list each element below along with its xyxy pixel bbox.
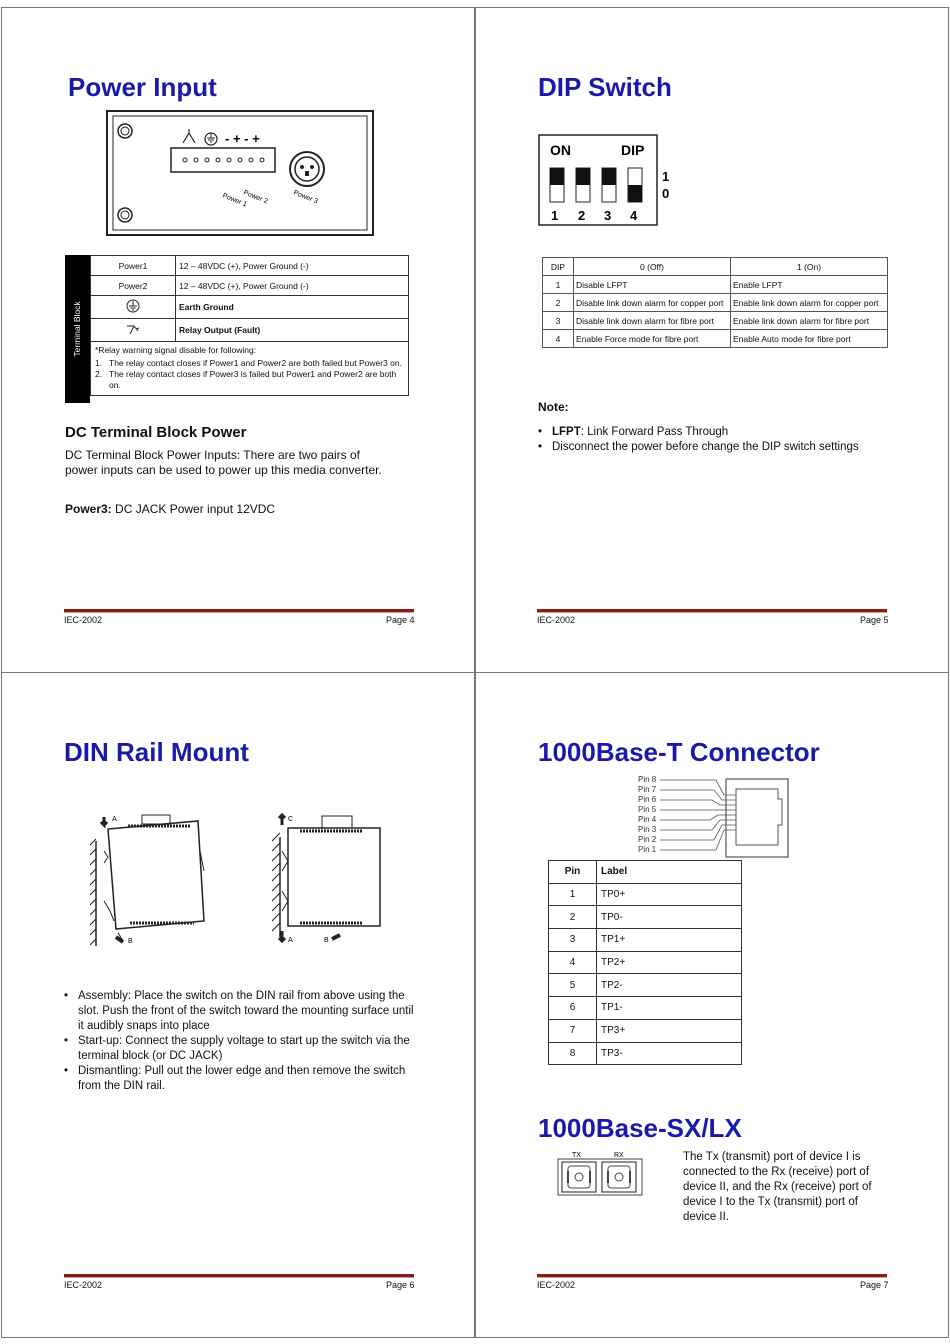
table-header-row <box>549 861 742 884</box>
pin-label: Pin 7 <box>638 785 657 794</box>
label-b: B <box>128 938 133 945</box>
table-cell: 12 – 48VDC (+), Power Ground (-) <box>176 276 409 296</box>
relay-note-2: 2. The relay contact closes if Power3 is failed but Power1 and Power2 are both on. <box>95 369 397 390</box>
footer-doc-id: IEC-2002 <box>537 615 576 625</box>
list-item: • Assembly: Place the switch on the DIN rail from above using the slot. Push the front of the switch toward the mounting surface until it audibly snaps into place <box>64 989 414 1034</box>
table-row <box>549 883 742 906</box>
din-rail-steps <box>64 989 414 1094</box>
table-cell: Relay Output (Fault) <box>176 319 409 342</box>
table-cell: TP3- <box>597 1042 742 1065</box>
table-header: 1 (On) <box>731 258 888 276</box>
table-header: 0 (Off) <box>574 258 731 276</box>
label-a: A <box>112 816 117 823</box>
pin-label: Pin 6 <box>638 795 657 804</box>
table-row <box>549 997 742 1020</box>
terminal-block-label: Terminal Block <box>72 301 82 357</box>
table-row <box>91 276 409 296</box>
dip-label: DIP <box>621 142 645 158</box>
dip-number: 3 <box>604 208 612 223</box>
table-row <box>549 906 742 929</box>
table-header: Pin <box>549 861 597 884</box>
footer-doc-id: IEC-2002 <box>64 615 103 625</box>
table-cell: TP1+ <box>597 929 742 952</box>
note-title: Note: <box>538 400 569 414</box>
table-cell: 4 <box>543 330 574 348</box>
dip-zero-label: 0 <box>662 186 670 201</box>
table-row <box>543 276 888 294</box>
fiber-section-title: 1000Base-SX/LX <box>538 1113 742 1143</box>
page-5 <box>475 7 949 673</box>
page-title: DIP Switch <box>538 72 672 102</box>
list-item: • Disconnect the power before change the DIP switch settings <box>538 440 908 455</box>
page-6 <box>1 672 475 1338</box>
pin-label: Pin 4 <box>638 815 657 824</box>
footer-page-number: Page 6 <box>386 1280 415 1290</box>
table-row <box>549 1019 742 1042</box>
table-row <box>543 294 888 312</box>
table-row <box>91 319 409 342</box>
dip-one-label: 1 <box>662 169 670 184</box>
table-cell: 3 <box>543 312 574 330</box>
terminal-block-sidebar <box>65 255 90 403</box>
dc-terminal-subheading: DC Terminal Block Power <box>65 424 247 441</box>
dip-table <box>542 257 888 348</box>
table-cell: 3 <box>549 929 597 952</box>
fiber-port-diagram <box>556 1149 646 1197</box>
pin-label: Pin 3 <box>638 825 657 834</box>
table-row <box>549 929 742 952</box>
dip-switch-diagram <box>538 134 688 226</box>
page-title: 1000Base-T Connector <box>538 737 820 767</box>
din-rail-dismantle-diagram <box>270 811 390 951</box>
list-item: • Start-up: Connect the supply voltage to start up the switch via the terminal block (or DC JACK) <box>64 1034 414 1064</box>
footer-doc-id: IEC-2002 <box>537 1280 576 1290</box>
power1-label: Power 1 <box>221 192 248 209</box>
pin-label: Pin 1 <box>638 845 657 854</box>
relay-note-title: *Relay warning signal disable for following: <box>95 345 257 355</box>
dip-on-label: ON <box>550 142 571 158</box>
table-cell: TP0+ <box>597 883 742 906</box>
pin-label: Pin 5 <box>638 805 657 814</box>
footer-rule <box>64 609 414 613</box>
table-cell: Power1 <box>91 256 176 276</box>
table-cell: 4 <box>549 951 597 974</box>
table-cell: TP3+ <box>597 1019 742 1042</box>
table-cell: 7 <box>549 1019 597 1042</box>
earth-ground-icon <box>91 296 176 319</box>
relay-note-1: 1. The relay contact closes if Power1 and Power2 are both failed but Power3 on. <box>95 358 402 368</box>
table-cell: Enable Force mode for fibre port <box>574 330 731 348</box>
footer-page-number: Page 4 <box>386 615 415 625</box>
pin-label: Pin 8 <box>638 775 657 784</box>
page-4 <box>1 7 475 673</box>
table-cell: Power2 <box>91 276 176 296</box>
table-cell: TP2+ <box>597 951 742 974</box>
pin-label: Pin 2 <box>638 835 657 844</box>
table-cell: 2 <box>549 906 597 929</box>
table-cell: TP1- <box>597 997 742 1020</box>
list-item: • Dismantling: Pull out the lower edge and then remove the switch from the DIN rail. <box>64 1064 414 1094</box>
table-cell: TP2- <box>597 974 742 997</box>
table-row <box>91 256 409 276</box>
table-row <box>91 342 409 396</box>
table-cell: 5 <box>549 974 597 997</box>
dip-number: 1 <box>551 208 559 223</box>
table-cell: 2 <box>543 294 574 312</box>
power3-label: Power 3 <box>292 189 319 206</box>
relay-notes <box>91 342 409 396</box>
table-header: DIP <box>543 258 574 276</box>
table-cell: Enable Auto mode for fibre port <box>731 330 888 348</box>
label-b: B <box>324 937 329 944</box>
label-c: C <box>288 816 294 823</box>
table-cell: Disable link down alarm for copper port <box>574 294 731 312</box>
page-title: Power Input <box>68 72 217 102</box>
power2-label: Power 2 <box>242 189 269 206</box>
footer-rule <box>64 1274 414 1278</box>
table-cell: 8 <box>549 1042 597 1065</box>
table-header: Label <box>597 861 742 884</box>
page-7 <box>475 672 949 1338</box>
table-cell: 6 <box>549 997 597 1020</box>
din-rail-assembly-diagram <box>90 811 220 951</box>
power-input-diagram <box>105 109 375 237</box>
power3-paragraph: Power3: DC JACK Power input 12VDC <box>65 502 276 516</box>
table-cell: Enable link down alarm for copper port <box>731 294 888 312</box>
dip-number: 2 <box>578 208 586 223</box>
table-header-row <box>543 258 888 276</box>
table-cell: TP0- <box>597 906 742 929</box>
terminal-block-table <box>90 255 409 396</box>
table-cell: Disable link down alarm for fibre port <box>574 312 731 330</box>
table-row <box>549 974 742 997</box>
fiber-description: The Tx (transmit) port of device I is connected to the Rx (receive) port of device II, and the Rx (receive) port of device I to the Tx (transmit) port of device II. <box>683 1151 872 1223</box>
relay-icon <box>91 319 176 342</box>
table-cell: Disable LFPT <box>574 276 731 294</box>
page-title: DIN Rail Mount <box>64 737 249 767</box>
footer-rule <box>537 1274 887 1278</box>
table-cell: Enable LFPT <box>731 276 888 294</box>
dc-terminal-paragraph: DC Terminal Block Power Inputs: There are two pairs of power inputs can be used to power up this media converter. <box>65 448 382 477</box>
footer-doc-id: IEC-2002 <box>64 1280 103 1290</box>
table-row <box>549 951 742 974</box>
dip-number: 4 <box>630 208 638 223</box>
footer-page-number: Page 7 <box>860 1280 889 1290</box>
pin-table <box>548 860 742 1065</box>
footer-page-number: Page 5 <box>860 615 889 625</box>
table-cell: 1 <box>543 276 574 294</box>
rx-label: RX <box>614 1152 624 1159</box>
table-cell: Earth Ground <box>176 296 409 319</box>
rj45-pinout-diagram <box>636 773 796 861</box>
table-row <box>549 1042 742 1065</box>
table-row <box>91 296 409 319</box>
table-row <box>543 312 888 330</box>
list-item: • LFPT: Link Forward Pass Through <box>538 425 908 440</box>
polarity-symbols: - + - + <box>225 131 260 146</box>
tx-label: TX <box>572 1152 581 1159</box>
label-a: A <box>288 937 293 944</box>
table-cell: 1 <box>549 883 597 906</box>
table-cell: 12 – 48VDC (+), Power Ground (-) <box>176 256 409 276</box>
note-list <box>538 425 908 455</box>
table-cell: Enable link down alarm for fibre port <box>731 312 888 330</box>
table-row <box>543 330 888 348</box>
footer-rule <box>537 609 887 613</box>
